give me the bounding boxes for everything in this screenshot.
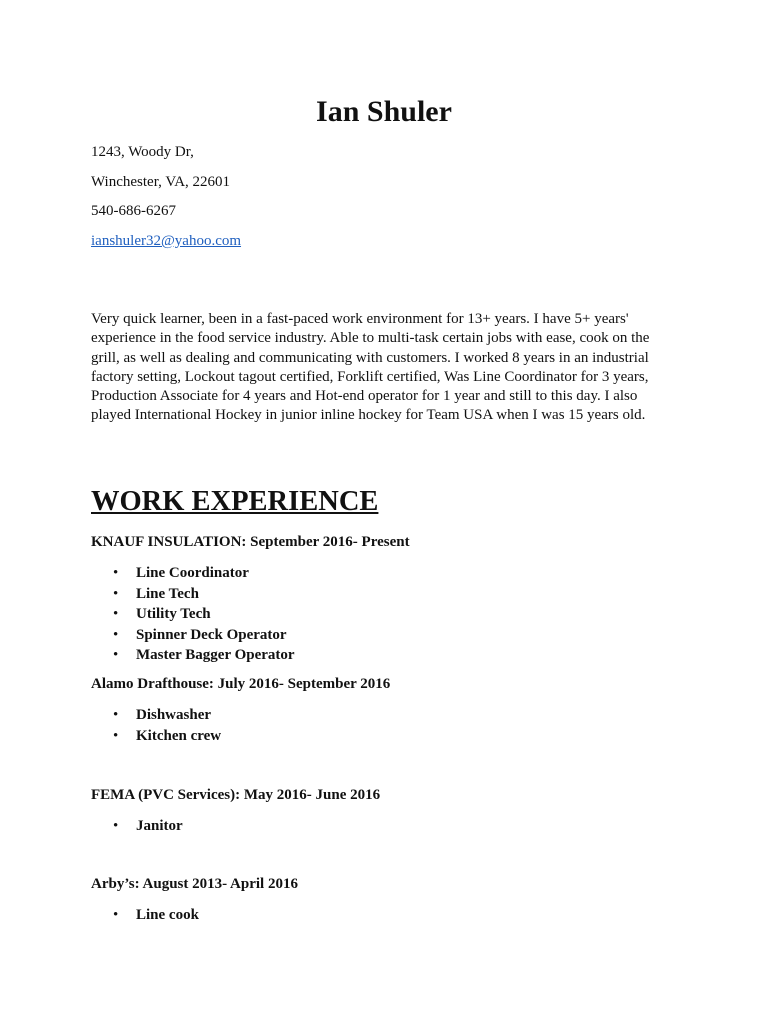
duty-text: Dishwasher (136, 707, 212, 723)
duty-item (0, 604, 295, 625)
duty-text: Master Bagger Operator (136, 647, 295, 664)
duty-text: Janitor (136, 818, 183, 834)
duty-list (0, 816, 183, 837)
duty-text: Kitchen crew (136, 727, 222, 744)
phone-number: 540-686-6267 (91, 203, 176, 219)
duty-text: Line cook (136, 907, 199, 923)
bullet-icon: • (113, 727, 119, 744)
duty-item (0, 625, 295, 646)
bullet-icon: • (113, 626, 119, 643)
duty-item (0, 816, 183, 837)
duty-text: Spinner Deck Operator (136, 626, 287, 643)
job-title: FEMA (PVC Services): May 2016- June 2016 (91, 787, 381, 803)
bullet-icon: • (113, 647, 119, 664)
duty-text: Line Coordinator (136, 565, 249, 581)
duty-text: Utility Tech (136, 606, 211, 623)
duty-list (0, 905, 199, 926)
duty-item (0, 645, 295, 666)
bullet-icon: • (113, 565, 119, 581)
duty-item (0, 726, 221, 747)
job-title: KNAUF INSULATION: September 2016- Present (91, 534, 410, 550)
bullet-icon: • (113, 818, 119, 834)
resume-name: Ian Shuler (316, 95, 452, 128)
job-title: Arby’s: August 2013- April 2016 (91, 876, 298, 892)
duty-item (0, 705, 221, 726)
duty-item (0, 905, 199, 926)
summary-paragraph: Very quick learner, been in a fast-paced work environment for 13+ years. I have 5+ years' experience in the food service industry. Able to multi-task certain jobs with ease, cook on the grill, as well as dealing and communicating with customers. I worked 8 years in an industrial factory setting, Lockout tagout certified, Forklift certified, Was Line Coordinator for 3 years, Production Associate for 4 years and Hot-end operator for 1 year and still to this day. I also played International Hockey in junior inline hockey for Team USA when I was 15 years old. (91, 311, 650, 424)
duty-list (0, 705, 221, 746)
email-link[interactable]: ianshuler32@yahoo.com (91, 233, 242, 249)
job-title: Alamo Drafthouse: July 2016- September 2016 (91, 676, 391, 692)
duty-item (0, 584, 295, 605)
duty-item (0, 563, 295, 584)
duty-list (0, 563, 295, 666)
work-experience-heading: WORK EXPERIENCE (91, 486, 379, 517)
duty-text: Line Tech (136, 585, 199, 602)
bullet-icon: • (113, 585, 119, 602)
bullet-icon: • (113, 606, 119, 623)
bullet-icon: • (113, 707, 119, 723)
address-line-2: Winchester, VA, 22601 (91, 174, 231, 190)
bullet-icon: • (113, 907, 119, 923)
address-line-1: 1243, Woody Dr, (91, 144, 194, 160)
